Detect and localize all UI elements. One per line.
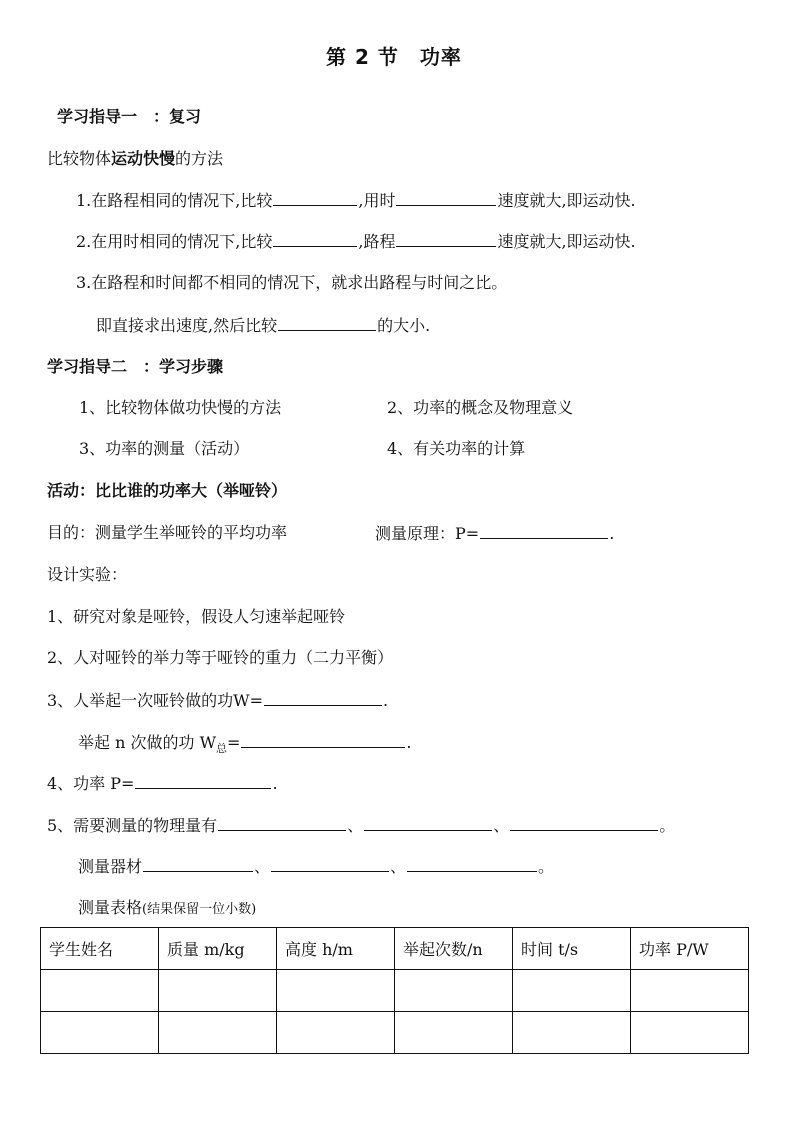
guide1-intro [47,148,223,170]
separator: 、 [493,816,510,835]
activity-principle [375,522,614,545]
table-cell[interactable] [395,970,513,1012]
activity-purpose: 目的：测量学生举哑铃的平均功率 [47,523,288,542]
table-cell[interactable] [513,1012,631,1054]
header-cell-power: 功率 P/W [631,928,749,970]
intro-bold: 运动快慢 [111,149,176,168]
table-header-row [41,928,749,970]
review-item-1 [76,189,636,212]
d4-end: . [272,774,278,793]
review-item-2 [76,230,636,253]
step-2: 2、功率的概念及物理意义 [387,398,574,417]
blank-compare-3[interactable] [278,314,376,331]
measurement-table [40,927,749,1054]
step-1: 1、比较物体做功快慢的方法 [79,398,282,417]
table-label [78,897,256,921]
item3b-text-a: 即直接求出速度,然后比较 [96,316,278,335]
blank-time-1[interactable] [396,189,496,206]
separator: 、 [390,857,407,876]
equipment-text: 测量器材 [78,857,143,876]
item2-text-a: 2.在用时相同的情况下,比较 [76,232,273,251]
table-cell[interactable] [277,1012,395,1054]
blank-equipment-2[interactable] [271,855,389,872]
design-step-2: 2、人对哑铃的举力等于哑铃的重力（二力平衡） [47,648,394,667]
item1-text-a: 1.在路程相同的情况下,比较 [76,191,273,210]
table-cell[interactable] [395,1012,513,1054]
item2-text-c: 速度就大,即运动快. [497,232,636,251]
review-item-3b [96,314,430,337]
d3b-end: . [406,733,412,752]
design-step-3b [78,731,412,760]
d3b-text: 举起 n 次做的功 W [78,733,217,752]
blank-compare-1[interactable] [273,189,357,206]
guide1-heading: 学习指导一 ：复习 [57,107,202,126]
separator: 、 [254,857,271,876]
item3b-text-b: 的大小. [377,316,431,335]
principle-end: . [609,524,615,543]
d3b-eq: = [227,733,241,752]
blank-work-once[interactable] [264,689,382,706]
intro-post: 的方法 [175,149,224,168]
header-cell-time: 时间 t/s [513,928,631,970]
table-cell[interactable] [159,1012,277,1054]
guide2-heading: 学习指导二 ：学习步骤 [47,357,224,376]
table-cell[interactable] [159,970,277,1012]
page-title: 第 2 节 功率 [326,45,462,69]
item1-text-b: ,用时 [358,191,396,210]
table-cell[interactable] [41,1012,159,1054]
step-3: 3、功率的测量（活动） [79,439,250,458]
blank-principle[interactable] [480,522,608,539]
table-cell[interactable] [277,970,395,1012]
blank-work-total[interactable] [241,731,405,748]
table-row [41,970,749,1012]
end-mark: 。 [659,816,676,835]
blank-quantity-3[interactable] [510,814,658,831]
table-cell[interactable] [631,970,749,1012]
table-row [41,1012,749,1054]
blank-distance-2[interactable] [396,230,496,247]
header-cell-count: 举起次数/n [395,928,513,970]
header-cell-height: 高度 h/m [277,928,395,970]
end-mark: 。 [538,857,555,876]
blank-power[interactable] [135,772,271,789]
review-item-3: 3.在路程和时间都不相同的情况下，就求出路程与时间之比。 [76,273,508,292]
activity-heading: 活动：比比谁的功率大（举哑铃） [47,481,288,500]
table-cell[interactable] [631,1012,749,1054]
d3-end: . [383,691,389,710]
separator: 、 [347,816,364,835]
total-subscript: 总 [216,742,228,756]
item1-text-c: 速度就大,即运动快. [497,191,636,210]
d5-text: 5、需要测量的物理量有 [47,816,218,835]
intro-pre: 比较物体 [47,149,112,168]
design-label: 设计实验： [47,565,128,584]
table-cell[interactable] [41,970,159,1012]
blank-equipment-3[interactable] [407,855,537,872]
step-4: 4、有关功率的计算 [387,439,526,458]
design-step-4 [47,772,278,795]
table-label-text: 测量表格 [78,898,143,917]
item2-text-b: ,路程 [358,232,396,251]
table-note: (结果保留一位小数) [142,902,257,917]
d4-text: 4、功率 P= [47,774,135,793]
table-cell[interactable] [513,970,631,1012]
principle-text: 测量原理：P= [375,524,480,543]
blank-quantity-1[interactable] [218,814,346,831]
header-cell-name: 学生姓名 [41,928,159,970]
header-cell-mass: 质量 m/kg [159,928,277,970]
design-step-5 [47,814,675,837]
blank-equipment-1[interactable] [143,855,253,872]
blank-compare-2[interactable] [273,230,357,247]
d3-text: 3、人举起一次哑铃做的功W= [47,691,264,710]
equipment-line [78,855,554,878]
blank-quantity-2[interactable] [364,814,492,831]
design-step-3 [47,689,388,712]
design-step-1: 1、研究对象是哑铃，假设人匀速举起哑铃 [47,607,346,626]
